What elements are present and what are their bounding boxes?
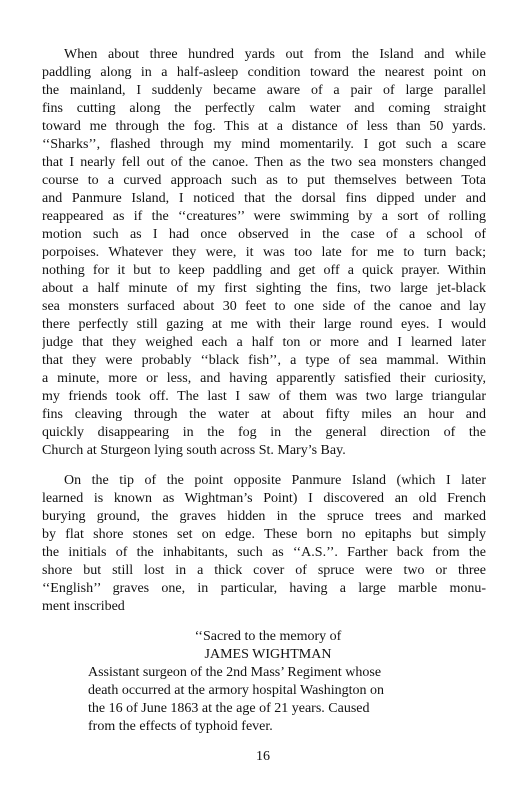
text-line: reappeared as if the ‘‘creatures’’ were swimming by a sort of rolling (42, 209, 486, 224)
text-line: fins cutting along the perfectly calm water and coming straight (42, 101, 486, 116)
inscription-name: JAMES WIGHTMAN (204, 647, 332, 662)
text-line: that they were probably ‘‘black fish’’, a type of sea mammal. Within (42, 353, 486, 368)
text-line: ‘‘English’’ graves one, in particular, having a large marble monu- (42, 581, 486, 596)
text-line: nothing for it but to keep paddling and get off a quick prayer. Within (42, 263, 486, 278)
text-line: ment inscribed (42, 599, 125, 614)
text-line: a minute, more or less, and having apparently satisfied their curiosity, (42, 371, 486, 386)
text-line: fins cleaving through the water at about fifty miles an hour and (42, 407, 486, 422)
text-line: my friends took off. The last I saw of them was two large triangular (42, 389, 486, 404)
text-line: motion such as I had once observed in the case of a school of (42, 227, 486, 242)
text-line: Church at Sturgeon lying south across St. Mary’s Bay. (42, 443, 346, 458)
inscription-line: Assistant surgeon of the 2nd Mass’ Regiment whose (88, 665, 382, 680)
page-number: 16 (256, 749, 270, 764)
inscription-line: death occurred at the armory hospital Washington on (88, 683, 385, 698)
inscription-line: the 16 of June 1863 at the age of 21 years. Caused (88, 701, 370, 716)
text-line: paddling along in a half-asleep condition toward the nearest point on (42, 65, 486, 80)
text-line: When about three hundred yards out from the Island and while (64, 47, 486, 62)
inscription-dedication: ‘‘Sacred to the memory of (194, 629, 342, 644)
text-line: learned is known as Wightman’s Point) I discovered an old French (42, 491, 486, 506)
text-line: shore but still lost in a thick cover of spruce were two or three (42, 563, 486, 578)
text-line: ‘‘Sharks’’, flashed through my mind momentarily. I got such a scare (42, 137, 486, 152)
text-line: the initials of the inhabitants, such as ‘‘A.S.’’. Farther back from the (42, 545, 486, 560)
inscription-line: from the effects of typhoid fever. (88, 719, 273, 734)
text-line: by flat shore stones set on edge. These born no epitaphs but simply (42, 527, 486, 542)
text-line: about a half minute of my first sighting the fins, two large jet-black (42, 281, 486, 296)
text-line: course to a curved approach such as to put themselves between Tota (42, 173, 486, 188)
text-line: that I nearly fell out of the canoe. Then as the two sea monsters changed (42, 155, 486, 170)
text-line: and Panmure Island, I noticed that the dorsal fins dipped under and (42, 191, 486, 206)
text-line: sea monsters surfaced about 30 feet to one side of the canoe and lay (42, 299, 486, 314)
text-line: there perfectly still gazing at me with their large round eyes. I would (42, 317, 486, 332)
text-line: toward me through the fog. This at a distance of less than 50 yards. (42, 119, 486, 134)
text-line: judge that they weighed each a half ton or more and I learned later (42, 335, 486, 350)
text-line: On the tip of the point opposite Panmure Island (which I later (64, 473, 486, 488)
text-line: burying ground, the graves hidden in the spruce trees and marked (42, 509, 486, 524)
text-line: quickly disappearing in the fog in the general direction of the (42, 425, 486, 440)
text-line: the mainland, I suddenly became aware of a pair of large parallel (42, 83, 486, 98)
text-line: porpoises. Whatever they were, it was too late for me to turn back; (42, 245, 486, 260)
